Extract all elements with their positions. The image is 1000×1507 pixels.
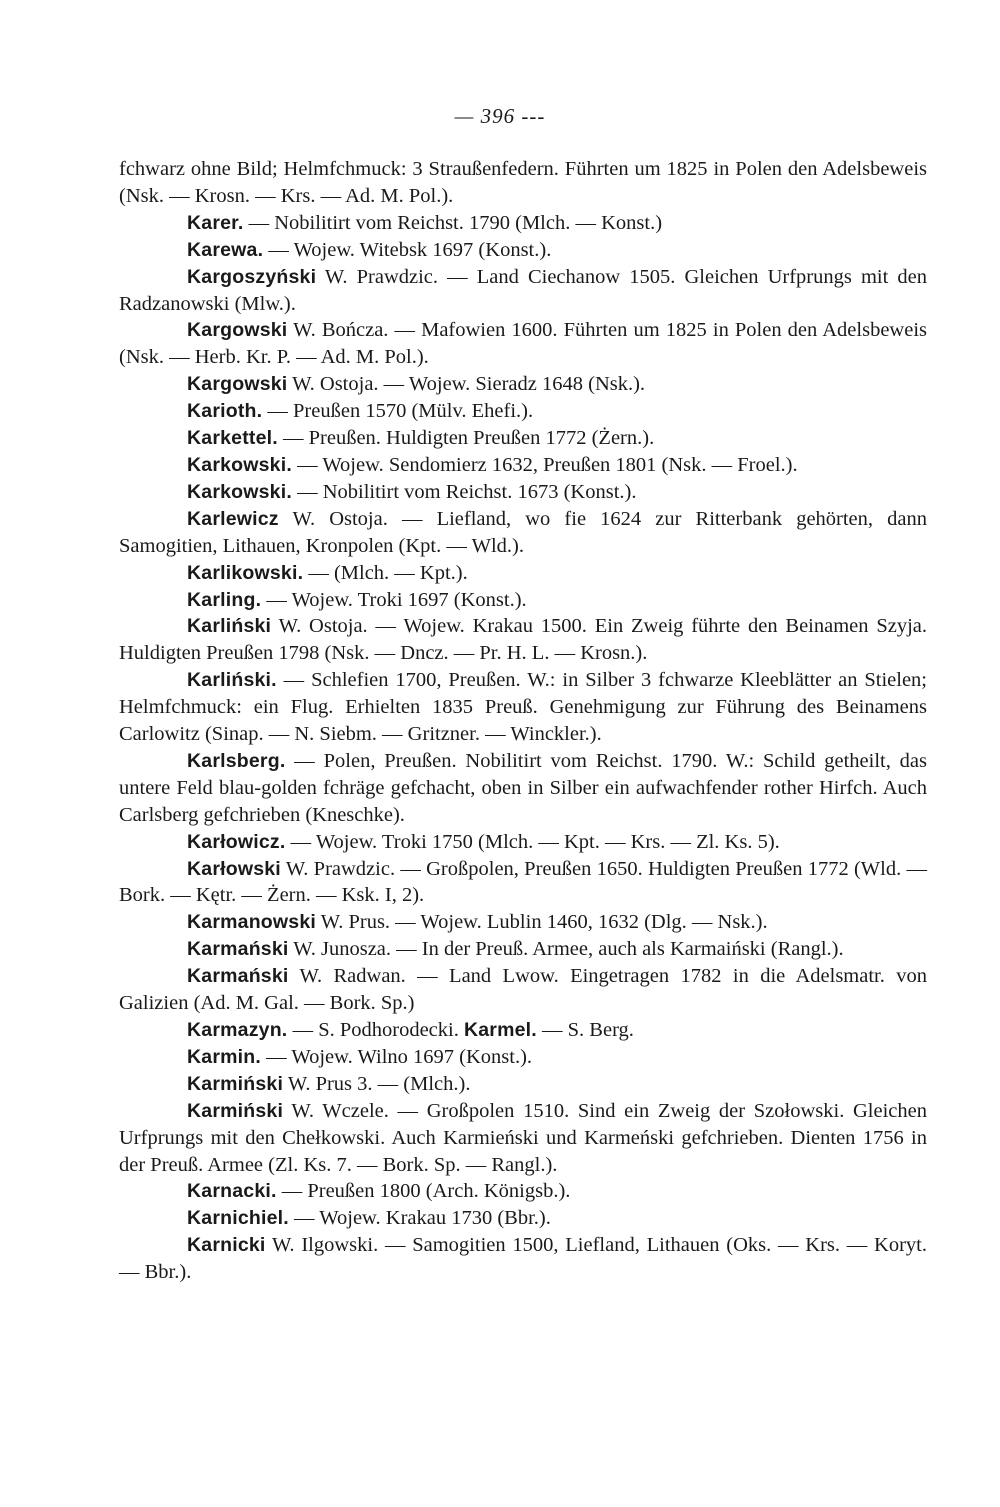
entry-headword: Karliński xyxy=(187,615,272,638)
entry-text: W. Wczele. — Großpolen 1510. Sind ein Zweig der Szołowski. Gleichen Urfprungs mit den Chełkowski. Auch Karmieński und Karmeński gefchrieben. Dienten 1756 in der Preuß. Armee (Zl. Ks. 7. — Bork. Sp. — Rangl.). xyxy=(119,1099,927,1176)
entry-text: — Wojew. Troki 1750 (Mlch. — Kpt. — Krs. — Zl. Ks. 5). xyxy=(285,830,780,853)
entry xyxy=(119,506,927,560)
entry-headword: Karkowski. xyxy=(187,480,292,503)
entry xyxy=(119,1232,927,1286)
entry-text: — Preußen. Huldigten Preußen 1772 (Żern.). xyxy=(277,427,655,450)
entry xyxy=(119,210,927,237)
entry xyxy=(119,264,927,318)
entry xyxy=(119,1205,927,1232)
entry xyxy=(119,156,927,210)
entry xyxy=(119,587,927,614)
entry-headword: Karmanowski xyxy=(187,911,316,934)
entry-headword: Karnichiel. xyxy=(187,1207,289,1230)
entry-text: W. Bończa. — Mafowien 1600. Führten um 1825 in Polen den Adelsbeweis (Nsk. — Herb. Kr. P. — Ad. M. Pol.). xyxy=(119,319,927,369)
entry-text: — Nobilitirt vom Reichst. 1790 (Mlch. — Konst.) xyxy=(243,211,663,234)
entry xyxy=(119,829,927,856)
entry-headword: Karmin. xyxy=(187,1045,262,1068)
entry-headword: Karnacki. xyxy=(187,1180,277,1203)
entry-headword: Karłowski xyxy=(187,857,281,880)
entry-text: — Wojew. Wilno 1697 (Konst.). xyxy=(261,1045,533,1068)
entry xyxy=(119,856,927,910)
page-number: — 396 --- xyxy=(454,104,546,128)
entry-text: W. Ostoja. — Wojew. Sieradz 1648 (Nsk.). xyxy=(287,373,646,396)
entry-text: W. Ilgowski. — Samogitien 1500, Liefland, Lithauen (Oks. — Krs. — Koryt. — Bbr.). xyxy=(119,1234,927,1284)
entry-text: W. Ostoja. — Liefland, wo fie 1624 zur Ritterbank gehörten, dann Samogitien, Lithauen, Kronpolen (Kpt. — Wld.). xyxy=(119,507,927,557)
entry-text: — (Mlch. — Kpt.). xyxy=(303,561,468,584)
entry-headword: Karłowicz. xyxy=(187,830,286,853)
entry xyxy=(119,560,927,587)
entry-text: — Polen, Preußen. Nobilitirt vom Reichst. 1790. W.: Schild getheilt, das untere Feld blau-golden fchräge gefchacht, oben in Silber ein aufwachfender rother Hirfch. Auch Carlsberg gefchrieben (Kneschke). xyxy=(119,749,927,826)
entry xyxy=(119,1017,927,1044)
entry-headword: Karewa. xyxy=(187,238,264,261)
entry-text: — Schlefien 1700, Preußen. W.: in Silber 3 fchwarze Kleeblätter an Stielen; Helmfchmuck: ein Flug. Erhielten 1835 Preuß. Genehmigung zur Führung des Beinamens Carlowitz (Sinap. — N. Siebm. — Gritzner. — Winckler.). xyxy=(119,669,927,746)
entry xyxy=(119,479,927,506)
entry-headword: Karlikowski. xyxy=(187,561,304,584)
entry-text: W. Prawdzic. — Land Ciechanow 1505. Gleichen Urfprungs mit den Radzanowski (Mlw.). xyxy=(119,265,927,315)
entry-headword: Karling. xyxy=(187,588,262,611)
entry-text: fchwarz ohne Bild; Helmfchmuck: 3 Straußenfedern. Führten um 1825 in Polen den Adelsbeweis (Nsk. — Krosn. — Krs. — Ad. M. Pol.). xyxy=(119,158,927,207)
entry-headword: Karlewicz xyxy=(187,507,279,530)
entry-text: — Preußen 1570 (Mülv. Ehefi.). xyxy=(262,400,534,423)
entry-headword: Karmiński xyxy=(187,1072,284,1095)
entry xyxy=(119,667,927,748)
entry-headword: Karmel. xyxy=(463,1019,537,1041)
entry-text: — Wojew. Troki 1697 (Konst.). xyxy=(261,588,527,611)
entry-headword: Kargowski xyxy=(187,319,288,342)
entry-headword: Karkettel. xyxy=(187,427,278,450)
entry-text: W. Ostoja. — Wojew. Krakau 1500. Ein Zweig führte den Beinamen Szyja. Huldigten Preußen 1798 (Nsk. — Dncz. — Pr. H. L. — Krosn.). xyxy=(119,615,927,665)
entry-headword: Karnicki xyxy=(187,1234,266,1257)
entry-text: W. Prus. — Wojew. Lublin 1460, 1632 (Dlg. — Nsk.). xyxy=(316,911,768,934)
entry xyxy=(119,748,927,829)
entry-headword: Karioth. xyxy=(187,400,263,423)
entry-headword: Kargoszyński xyxy=(187,265,317,288)
entry xyxy=(119,1071,927,1098)
entry xyxy=(119,398,927,425)
entry-text: W. Radwan. — Land Lwow. Eingetragen 1782 in die Adelsmatr. von Galizien (Ad. M. Gal. — Bork. Sp.) xyxy=(119,965,927,1015)
entry-text: — Wojew. Sendomierz 1632, Preußen 1801 (Nsk. — Froel.). xyxy=(291,453,798,476)
entry-text: W. Prawdzic. — Großpolen, Preußen 1650. Huldigten Preußen 1772 (Wld. — Bork. — Kętr. — Żern. — Ksk. I, 2). xyxy=(119,857,927,907)
entry-headword: Karkowski. xyxy=(187,453,292,476)
entry xyxy=(119,317,927,371)
entry-list xyxy=(119,156,927,1286)
entry xyxy=(119,237,927,264)
entry-text: — Preußen 1800 (Arch. Königsb.). xyxy=(276,1180,571,1203)
entry xyxy=(119,963,927,1017)
entry-text: W. Prus 3. — (Mlch.). xyxy=(283,1072,471,1095)
entry xyxy=(119,452,927,479)
entry xyxy=(119,371,927,398)
entry xyxy=(119,613,927,667)
entry-headword: Karliński. xyxy=(187,669,277,692)
entry-text: — Wojew. Krakau 1730 (Bbr.). xyxy=(288,1207,551,1230)
entry-headword: Karmazyn. xyxy=(187,1019,288,1041)
entry-text: — Wojew. Witebsk 1697 (Konst.). xyxy=(263,238,552,261)
entry-text: — S. Berg. xyxy=(536,1019,634,1041)
entry-headword: Karmański xyxy=(187,965,289,988)
entry-text: — S. Podhorodecki. xyxy=(287,1019,464,1041)
entry-headword: Karmański xyxy=(187,938,289,961)
entry-headword: Karmiński xyxy=(187,1099,284,1122)
entry-headword: Karlsberg. xyxy=(187,749,286,772)
entry xyxy=(119,909,927,936)
entry-text: — Nobilitirt vom Reichst. 1673 (Konst.). xyxy=(291,480,637,503)
entry xyxy=(119,1044,927,1071)
entry-headword: Karer. xyxy=(187,211,244,234)
entry xyxy=(119,1178,927,1205)
entry xyxy=(119,425,927,452)
entry xyxy=(119,1098,927,1179)
entry-headword: Kargowski xyxy=(187,373,288,396)
entry-text: W. Junosza. — In der Preuß. Armee, auch als Karmaiński (Rangl.). xyxy=(288,938,844,961)
entry xyxy=(119,936,927,963)
